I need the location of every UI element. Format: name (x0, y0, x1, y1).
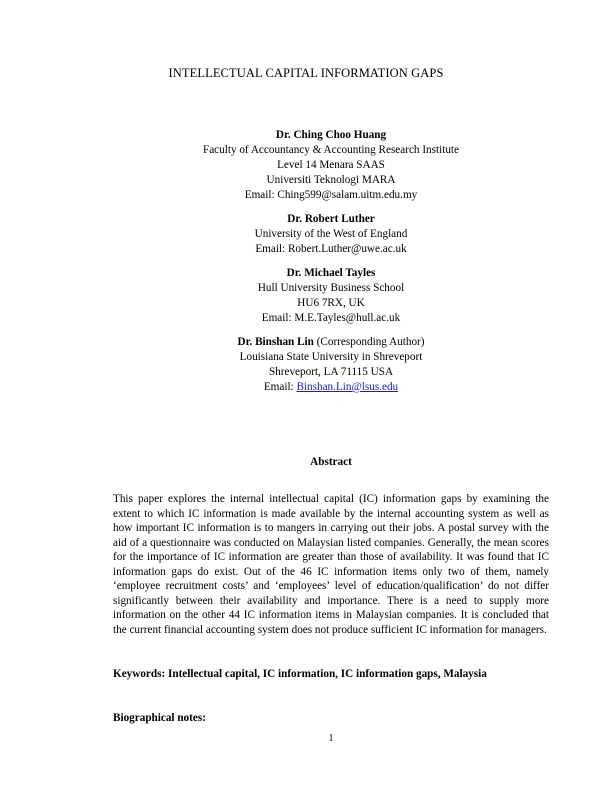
author-affiliation-line: HU6 7RX, UK (297, 297, 365, 309)
author-block (0, 266, 612, 326)
author-name: Dr. Binshan Lin (237, 336, 314, 348)
author-block (0, 335, 612, 395)
abstract-body: This paper explores the internal intellectual capital (IC) information gaps by examining the extent to which IC information is made available by the internal accounting system as well as how important IC information is to mangers in carrying out their jobs. A postal survey with the aid of a questionnaire was conducted on Malaysian listed companies. Generally, the mean scores for the importance of IC information are greater than those of availability. It was found that IC information gaps do exist. Out of the 46 IC information items only two of them, namely ‘employee recruitment costs’ and ‘employees’ level of education/qualification’ do not differ significantly between their availability and importance. There is a need to supply more information on the other 44 IC information items in Malaysian companies. It is concluded that the current financial accounting system does not produce sufficient IC information for managers. (113, 493, 549, 636)
author-name: Dr. Michael Tayles (286, 267, 376, 279)
author-list (0, 128, 612, 404)
email-prefix: Email: (263, 381, 297, 393)
author-role: (Corresponding Author) (316, 336, 425, 348)
author-name: Dr. Robert Luther (287, 213, 375, 225)
author-affiliation-line: Faculty of Accountancy & Accounting Research Institute (202, 144, 459, 156)
author-block (0, 212, 612, 257)
author-email: Email: Ching599@salam.uitm.edu.my (244, 189, 418, 201)
page-number: 1 (328, 733, 334, 744)
author-affiliation-line: Louisiana State University in Shreveport (239, 351, 423, 363)
author-block (0, 128, 612, 203)
biographical-notes-heading: Biographical notes: (113, 712, 206, 724)
author-affiliation-line: Hull University Business School (257, 282, 405, 294)
author-affiliation-line: Universiti Teknologi MARA (266, 174, 396, 186)
abstract-heading: Abstract (310, 456, 352, 468)
author-email: Email: Robert.Luther@uwe.ac.uk (255, 243, 407, 255)
keywords: Keywords: Intellectual capital, IC information, IC information gaps, Malaysia (113, 668, 487, 680)
author-email: Email: M.E.Tayles@hull.ac.uk (261, 312, 401, 324)
email-link[interactable]: Binshan.Lin@lsus.edu (296, 381, 399, 393)
author-affiliation-line: Level 14 Menara SAAS (277, 159, 385, 171)
author-email (0, 380, 612, 395)
author-name-line (0, 335, 612, 350)
author-name: Dr. Ching Choo Huang (275, 129, 387, 141)
author-affiliation-line: Shreveport, LA 71115 USA (268, 366, 394, 378)
paper-title: INTELLECTUAL CAPITAL INFORMATION GAPS (168, 66, 444, 80)
author-affiliation-line: University of the West of England (254, 228, 408, 240)
